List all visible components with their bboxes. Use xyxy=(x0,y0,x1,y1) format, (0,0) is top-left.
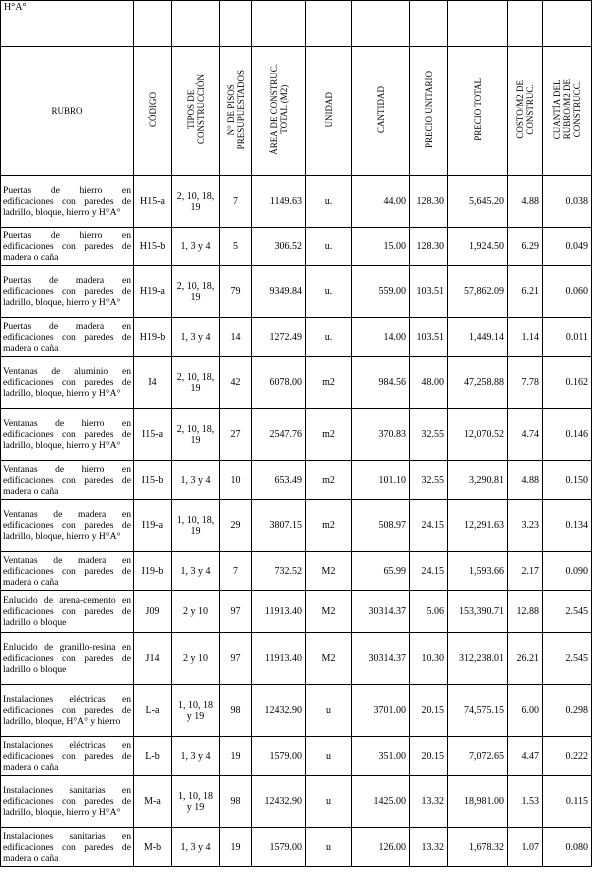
header-pisos: N° DE PISOS PRESUPUESTADOS xyxy=(225,69,246,150)
row-rubro: Ventanas de hierro en edificaciones con paredes de ladrillo, bloque, hierro y H°A° xyxy=(1,409,134,461)
table-row xyxy=(1,461,592,500)
table-row xyxy=(1,552,592,591)
row-codigo: H19-b xyxy=(134,318,172,357)
row-precio-unitario: 128.30 xyxy=(410,228,448,266)
row-unidad: M2 xyxy=(306,552,352,591)
header-codigo: CÓDIGO xyxy=(147,92,158,127)
row-tipos: 2 y 10 xyxy=(172,591,220,633)
row-codigo: M-b xyxy=(134,828,172,867)
row-tipos: 1, 10, 18 y 19 xyxy=(172,776,220,828)
row-precio-unitario: 32.55 xyxy=(410,461,448,500)
row-codigo: I19-b xyxy=(134,552,172,591)
table-row xyxy=(1,228,592,266)
row-codigo: I4 xyxy=(134,357,172,409)
row-rubro: Puertas de hierro en edificaciones con paredes de madera o caña xyxy=(1,228,134,266)
row-cuantia: 0.146 xyxy=(543,409,592,461)
row-rubro: Instalaciones eléctricas en edificaciones con paredes de ladrillo, bloque, H°A° y hierro xyxy=(1,685,134,737)
table-row xyxy=(1,176,592,228)
row-pisos: 42 xyxy=(220,357,252,409)
row-codigo: H15-a xyxy=(134,176,172,228)
row-costo: 7.78 xyxy=(508,357,543,409)
row-pisos: 97 xyxy=(220,591,252,633)
row-costo: 4.88 xyxy=(508,461,543,500)
row-rubro: Instalaciones sanitarias en edificaciones con paredes de ladrillo, bloque, hierro y H°A° xyxy=(1,776,134,828)
row-unidad: M2 xyxy=(306,633,352,685)
row-unidad: m2 xyxy=(306,500,352,552)
header-precio-total: PRECIO TOTAL xyxy=(472,78,483,141)
table-row xyxy=(1,409,592,461)
row-codigo: J14 xyxy=(134,633,172,685)
row-tipos: 2, 10, 18, 19 xyxy=(172,176,220,228)
row-unidad: m2 xyxy=(306,357,352,409)
row-area: 9349.84 xyxy=(252,266,306,318)
row-cuantia: 0.090 xyxy=(543,552,592,591)
row-unidad: m2 xyxy=(306,409,352,461)
header-area: ÁREA DE CONSTRUC. TOTAL (M2) xyxy=(268,64,289,155)
row-cuantia: 2.545 xyxy=(543,633,592,685)
row-cuantia: 0.115 xyxy=(543,776,592,828)
header-rubro: RUBRO xyxy=(1,47,134,176)
row-costo: 1.07 xyxy=(508,828,543,867)
row-rubro: Puertas de madera en edificaciones con paredes de ladrillo, bloque, hierro y H°A° xyxy=(1,266,134,318)
row-costo: 6.21 xyxy=(508,266,543,318)
row-codigo: I15-b xyxy=(134,461,172,500)
row-costo: 4.88 xyxy=(508,176,543,228)
row-area: 2547.76 xyxy=(252,409,306,461)
row-cantidad: 351.00 xyxy=(352,737,410,776)
row-pisos: 27 xyxy=(220,409,252,461)
table-row xyxy=(1,776,592,828)
row-precio-total: 47,258.88 xyxy=(448,357,508,409)
row-precio-total: 7,072.65 xyxy=(448,737,508,776)
row-costo: 6.29 xyxy=(508,228,543,266)
row-cuantia: 0.049 xyxy=(543,228,592,266)
row-precio-total: 153,390.71 xyxy=(448,591,508,633)
row-cantidad: 126.00 xyxy=(352,828,410,867)
row-precio-unitario: 5.06 xyxy=(410,591,448,633)
row-precio-total: 5,645.20 xyxy=(448,176,508,228)
header-tipos: TIPOS DE CONSTRUCCIÓN xyxy=(185,74,206,145)
table-row xyxy=(1,357,592,409)
row-pisos: 5 xyxy=(220,228,252,266)
row-precio-total: 74,575.15 xyxy=(448,685,508,737)
row-area: 1579.00 xyxy=(252,737,306,776)
row-tipos: 1, 3 y 4 xyxy=(172,552,220,591)
row-rubro: Instalaciones sanitarias en edificaciones con paredes de madera o caña xyxy=(1,828,134,867)
corner-label: H°A° xyxy=(1,1,134,47)
row-rubro: Instalaciones eléctricas en edificaciones con paredes de madera o caña xyxy=(1,737,134,776)
table-row xyxy=(1,685,592,737)
row-unidad: u xyxy=(306,776,352,828)
row-unidad: u. xyxy=(306,266,352,318)
row-precio-unitario: 103.51 xyxy=(410,318,448,357)
row-tipos: 1, 3 y 4 xyxy=(172,737,220,776)
table-row xyxy=(1,591,592,633)
row-pisos: 79 xyxy=(220,266,252,318)
row-codigo: I15-a xyxy=(134,409,172,461)
row-precio-total: 1,449.14 xyxy=(448,318,508,357)
header-row xyxy=(1,47,592,176)
row-codigo: H19-a xyxy=(134,266,172,318)
row-precio-unitario: 32.55 xyxy=(410,409,448,461)
row-precio-total: 1,678.32 xyxy=(448,828,508,867)
row-precio-total: 12,291.63 xyxy=(448,500,508,552)
row-cuantia: 0.134 xyxy=(543,500,592,552)
header-cantidad: CANTIDAD xyxy=(375,86,386,133)
row-pisos: 7 xyxy=(220,552,252,591)
row-cantidad: 14.00 xyxy=(352,318,410,357)
row-cantidad: 101.10 xyxy=(352,461,410,500)
row-pisos: 7 xyxy=(220,176,252,228)
row-cantidad: 30314.37 xyxy=(352,591,410,633)
row-area: 6078.00 xyxy=(252,357,306,409)
row-pisos: 14 xyxy=(220,318,252,357)
row-costo: 26.21 xyxy=(508,633,543,685)
header-costo: COSTO/M2 DE CONSTRUC. xyxy=(515,80,535,139)
row-area: 732.52 xyxy=(252,552,306,591)
row-codigo: H15-b xyxy=(134,228,172,266)
row-area: 12432.90 xyxy=(252,685,306,737)
row-precio-unitario: 48.00 xyxy=(410,357,448,409)
corner-row xyxy=(1,1,592,47)
row-unidad: u xyxy=(306,828,352,867)
row-tipos: 1, 3 y 4 xyxy=(172,228,220,266)
row-tipos: 1, 3 y 4 xyxy=(172,461,220,500)
row-precio-total: 1,593.66 xyxy=(448,552,508,591)
row-cuantia: 0.162 xyxy=(543,357,592,409)
row-tipos: 1, 3 y 4 xyxy=(172,828,220,867)
row-precio-unitario: 13.32 xyxy=(410,776,448,828)
row-costo: 1.14 xyxy=(508,318,543,357)
row-unidad: M2 xyxy=(306,591,352,633)
row-rubro: Enlucido de granillo-resina en edificaciones con paredes de ladrillo o bloque xyxy=(1,633,134,685)
row-pisos: 97 xyxy=(220,633,252,685)
row-rubro: Enlucido de arena-cemento en edificaciones con paredes de ladrillo o bloque xyxy=(1,591,134,633)
row-unidad: u. xyxy=(306,176,352,228)
header-precio-unitario: PRECIO UNITARIO xyxy=(423,70,434,149)
row-rubro: Ventanas de madera en edificaciones con paredes de ladrillo, bloque, hierro y H°A° xyxy=(1,500,134,552)
table-body xyxy=(1,176,592,867)
row-tipos: 2, 10, 18, 19 xyxy=(172,409,220,461)
row-rubro: Puertas de hierro en edificaciones con paredes de ladrillo, bloque, hierro y H°A° xyxy=(1,176,134,228)
row-codigo: L-a xyxy=(134,685,172,737)
row-pisos: 19 xyxy=(220,737,252,776)
row-cantidad: 15.00 xyxy=(352,228,410,266)
row-precio-unitario: 13.32 xyxy=(410,828,448,867)
row-cuantia: 2.545 xyxy=(543,591,592,633)
row-pisos: 19 xyxy=(220,828,252,867)
table-row xyxy=(1,318,592,357)
row-unidad: u. xyxy=(306,228,352,266)
row-unidad: m2 xyxy=(306,461,352,500)
table-row xyxy=(1,828,592,867)
row-pisos: 10 xyxy=(220,461,252,500)
row-cantidad: 65.99 xyxy=(352,552,410,591)
row-costo: 3.23 xyxy=(508,500,543,552)
row-cuantia: 0.011 xyxy=(543,318,592,357)
row-area: 653.49 xyxy=(252,461,306,500)
row-cuantia: 0.060 xyxy=(543,266,592,318)
row-unidad: u xyxy=(306,685,352,737)
row-pisos: 98 xyxy=(220,776,252,828)
row-tipos: 1, 10, 18 y 19 xyxy=(172,685,220,737)
row-pisos: 98 xyxy=(220,685,252,737)
row-costo: 12.88 xyxy=(508,591,543,633)
row-precio-unitario: 24.15 xyxy=(410,552,448,591)
row-precio-unitario: 24.15 xyxy=(410,500,448,552)
row-area: 1579.00 xyxy=(252,828,306,867)
row-cantidad: 1425.00 xyxy=(352,776,410,828)
row-cuantia: 0.038 xyxy=(543,176,592,228)
row-costo: 2.17 xyxy=(508,552,543,591)
header-cuantia: CUANTÍA DEL RUBRO/M2 DE CONSTRUCC. xyxy=(552,79,582,140)
row-precio-unitario: 10.30 xyxy=(410,633,448,685)
row-cantidad: 508.97 xyxy=(352,500,410,552)
row-cantidad: 44.00 xyxy=(352,176,410,228)
header-unidad: UNIDAD xyxy=(323,91,334,128)
row-rubro: Ventanas de aluminio en edificaciones con paredes de ladrillo, bloque, hierro y H°A° xyxy=(1,357,134,409)
table-row xyxy=(1,500,592,552)
row-cantidad: 559.00 xyxy=(352,266,410,318)
row-precio-unitario: 103.51 xyxy=(410,266,448,318)
row-rubro: Ventanas de madera en edificaciones con paredes de madera o caña xyxy=(1,552,134,591)
row-tipos: 1, 10, 18, 19 xyxy=(172,500,220,552)
row-tipos: 2, 10, 18, 19 xyxy=(172,266,220,318)
row-costo: 6.00 xyxy=(508,685,543,737)
row-unidad: u. xyxy=(306,318,352,357)
row-precio-total: 1,924.50 xyxy=(448,228,508,266)
row-precio-total: 18,981.00 xyxy=(448,776,508,828)
row-precio-total: 312,238.01 xyxy=(448,633,508,685)
row-area: 12432.90 xyxy=(252,776,306,828)
table-row xyxy=(1,737,592,776)
row-unidad: u xyxy=(306,737,352,776)
row-precio-total: 12,070.52 xyxy=(448,409,508,461)
row-area: 306.52 xyxy=(252,228,306,266)
row-cantidad: 370.83 xyxy=(352,409,410,461)
row-cuantia: 0.298 xyxy=(543,685,592,737)
row-codigo: I19-a xyxy=(134,500,172,552)
row-precio-unitario: 128.30 xyxy=(410,176,448,228)
row-area: 1272.49 xyxy=(252,318,306,357)
row-cuantia: 0.222 xyxy=(543,737,592,776)
row-precio-total: 3,290.81 xyxy=(448,461,508,500)
row-precio-unitario: 20.15 xyxy=(410,685,448,737)
row-area: 1149.63 xyxy=(252,176,306,228)
row-costo: 4.74 xyxy=(508,409,543,461)
row-costo: 4.47 xyxy=(508,737,543,776)
row-area: 11913.40 xyxy=(252,591,306,633)
row-cantidad: 3701.00 xyxy=(352,685,410,737)
row-area: 3807.15 xyxy=(252,500,306,552)
row-rubro: Puertas de madera en edificaciones con paredes de madera o caña xyxy=(1,318,134,357)
row-tipos: 2, 10, 18, 19 xyxy=(172,357,220,409)
row-cuantia: 0.080 xyxy=(543,828,592,867)
row-codigo: J09 xyxy=(134,591,172,633)
row-cantidad: 30314.37 xyxy=(352,633,410,685)
row-cuantia: 0.150 xyxy=(543,461,592,500)
row-tipos: 1, 3 y 4 xyxy=(172,318,220,357)
row-area: 11913.40 xyxy=(252,633,306,685)
row-costo: 1.53 xyxy=(508,776,543,828)
row-cantidad: 984.56 xyxy=(352,357,410,409)
table-row xyxy=(1,266,592,318)
row-precio-unitario: 20.15 xyxy=(410,737,448,776)
table-row xyxy=(1,633,592,685)
row-tipos: 2 y 10 xyxy=(172,633,220,685)
row-rubro: Ventanas de hierro en edificaciones con paredes de madera o caña xyxy=(1,461,134,500)
row-pisos: 29 xyxy=(220,500,252,552)
row-codigo: M-a xyxy=(134,776,172,828)
row-precio-total: 57,862.09 xyxy=(448,266,508,318)
row-codigo: L-b xyxy=(134,737,172,776)
